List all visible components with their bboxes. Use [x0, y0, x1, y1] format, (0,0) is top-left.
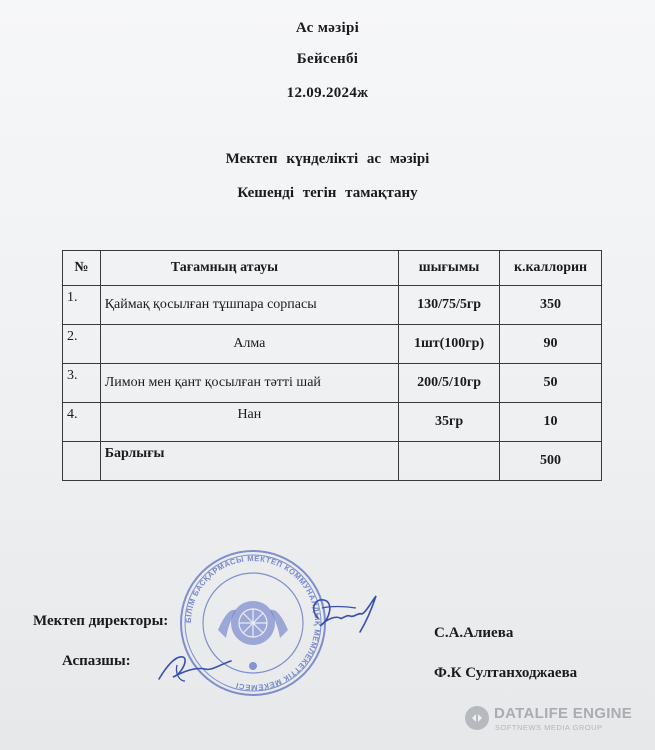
row-kcal: 10: [500, 403, 602, 442]
document-subtitle: Кешенді тегін тамақтану: [237, 185, 418, 201]
table-row: [63, 364, 602, 403]
total-kcal: 500: [500, 442, 602, 481]
table-row: [63, 325, 602, 364]
row-qty: 35гр: [399, 403, 500, 442]
table-row: [63, 403, 602, 442]
row-num: 3.: [63, 364, 101, 403]
row-qty: 130/75/5гр: [399, 286, 500, 325]
watermark-logo-icon: [464, 705, 490, 731]
table-total-row: [63, 442, 602, 481]
watermark-subtitle: SOFTNEWS MEDIA GROUP: [495, 723, 603, 732]
row-kcal: 50: [500, 364, 602, 403]
row-name: Лимон мен қант қосылған тәтті шай: [100, 364, 398, 403]
svg-text:БІЛІМ БАСҚАРМАСЫ МЕКТЕП КОММУН: БІЛІМ БАСҚАРМАСЫ МЕКТЕП КОММУНАЛДЫҚ МЕМЛЕКЕТТІК МЕКЕМЕСІ: [183, 553, 323, 693]
director-signature: [300, 588, 380, 638]
table-header-row: [63, 251, 602, 286]
watermark-brand: DATALIFE ENGINE: [494, 705, 633, 722]
table-row: [63, 286, 602, 325]
header-qty: шығымы: [399, 251, 500, 286]
total-qty: [399, 442, 500, 481]
row-num: 2.: [63, 325, 101, 364]
header-num: №: [63, 251, 101, 286]
row-num: 1.: [63, 286, 101, 325]
menu-table: [62, 250, 602, 481]
row-num: 4.: [63, 403, 101, 442]
site-watermark: [464, 703, 644, 737]
row-kcal: 350: [500, 286, 602, 325]
total-num-empty: [63, 442, 101, 481]
header-name: Тағамның атауы: [100, 251, 398, 286]
weekday: Бейсенбі: [296, 51, 359, 67]
date: 12.09.2024ж: [286, 85, 369, 101]
director-label: Мектеп директоры:: [33, 613, 169, 629]
row-qty: 200/5/10гр: [399, 364, 500, 403]
menu-heading: Ас мәзірі: [295, 20, 360, 36]
row-kcal: 90: [500, 325, 602, 364]
total-label: Барлығы: [100, 442, 398, 481]
director-name: С.А.Алиева: [434, 625, 514, 641]
row-name: Алма: [100, 325, 398, 364]
document-title: Мектеп күнделікті ас мәзірі: [225, 151, 430, 167]
cook-label: Аспазшы:: [62, 653, 131, 669]
header-kcal: к.каллорин: [500, 251, 602, 286]
row-qty: 1шт(100гр): [399, 325, 500, 364]
row-name: Қаймақ қосылған тұшпара сорпасы: [100, 286, 398, 325]
row-name: Нан: [100, 403, 398, 442]
cook-signature: [155, 645, 235, 685]
cook-name: Ф.К Султанходжаева: [434, 665, 578, 681]
